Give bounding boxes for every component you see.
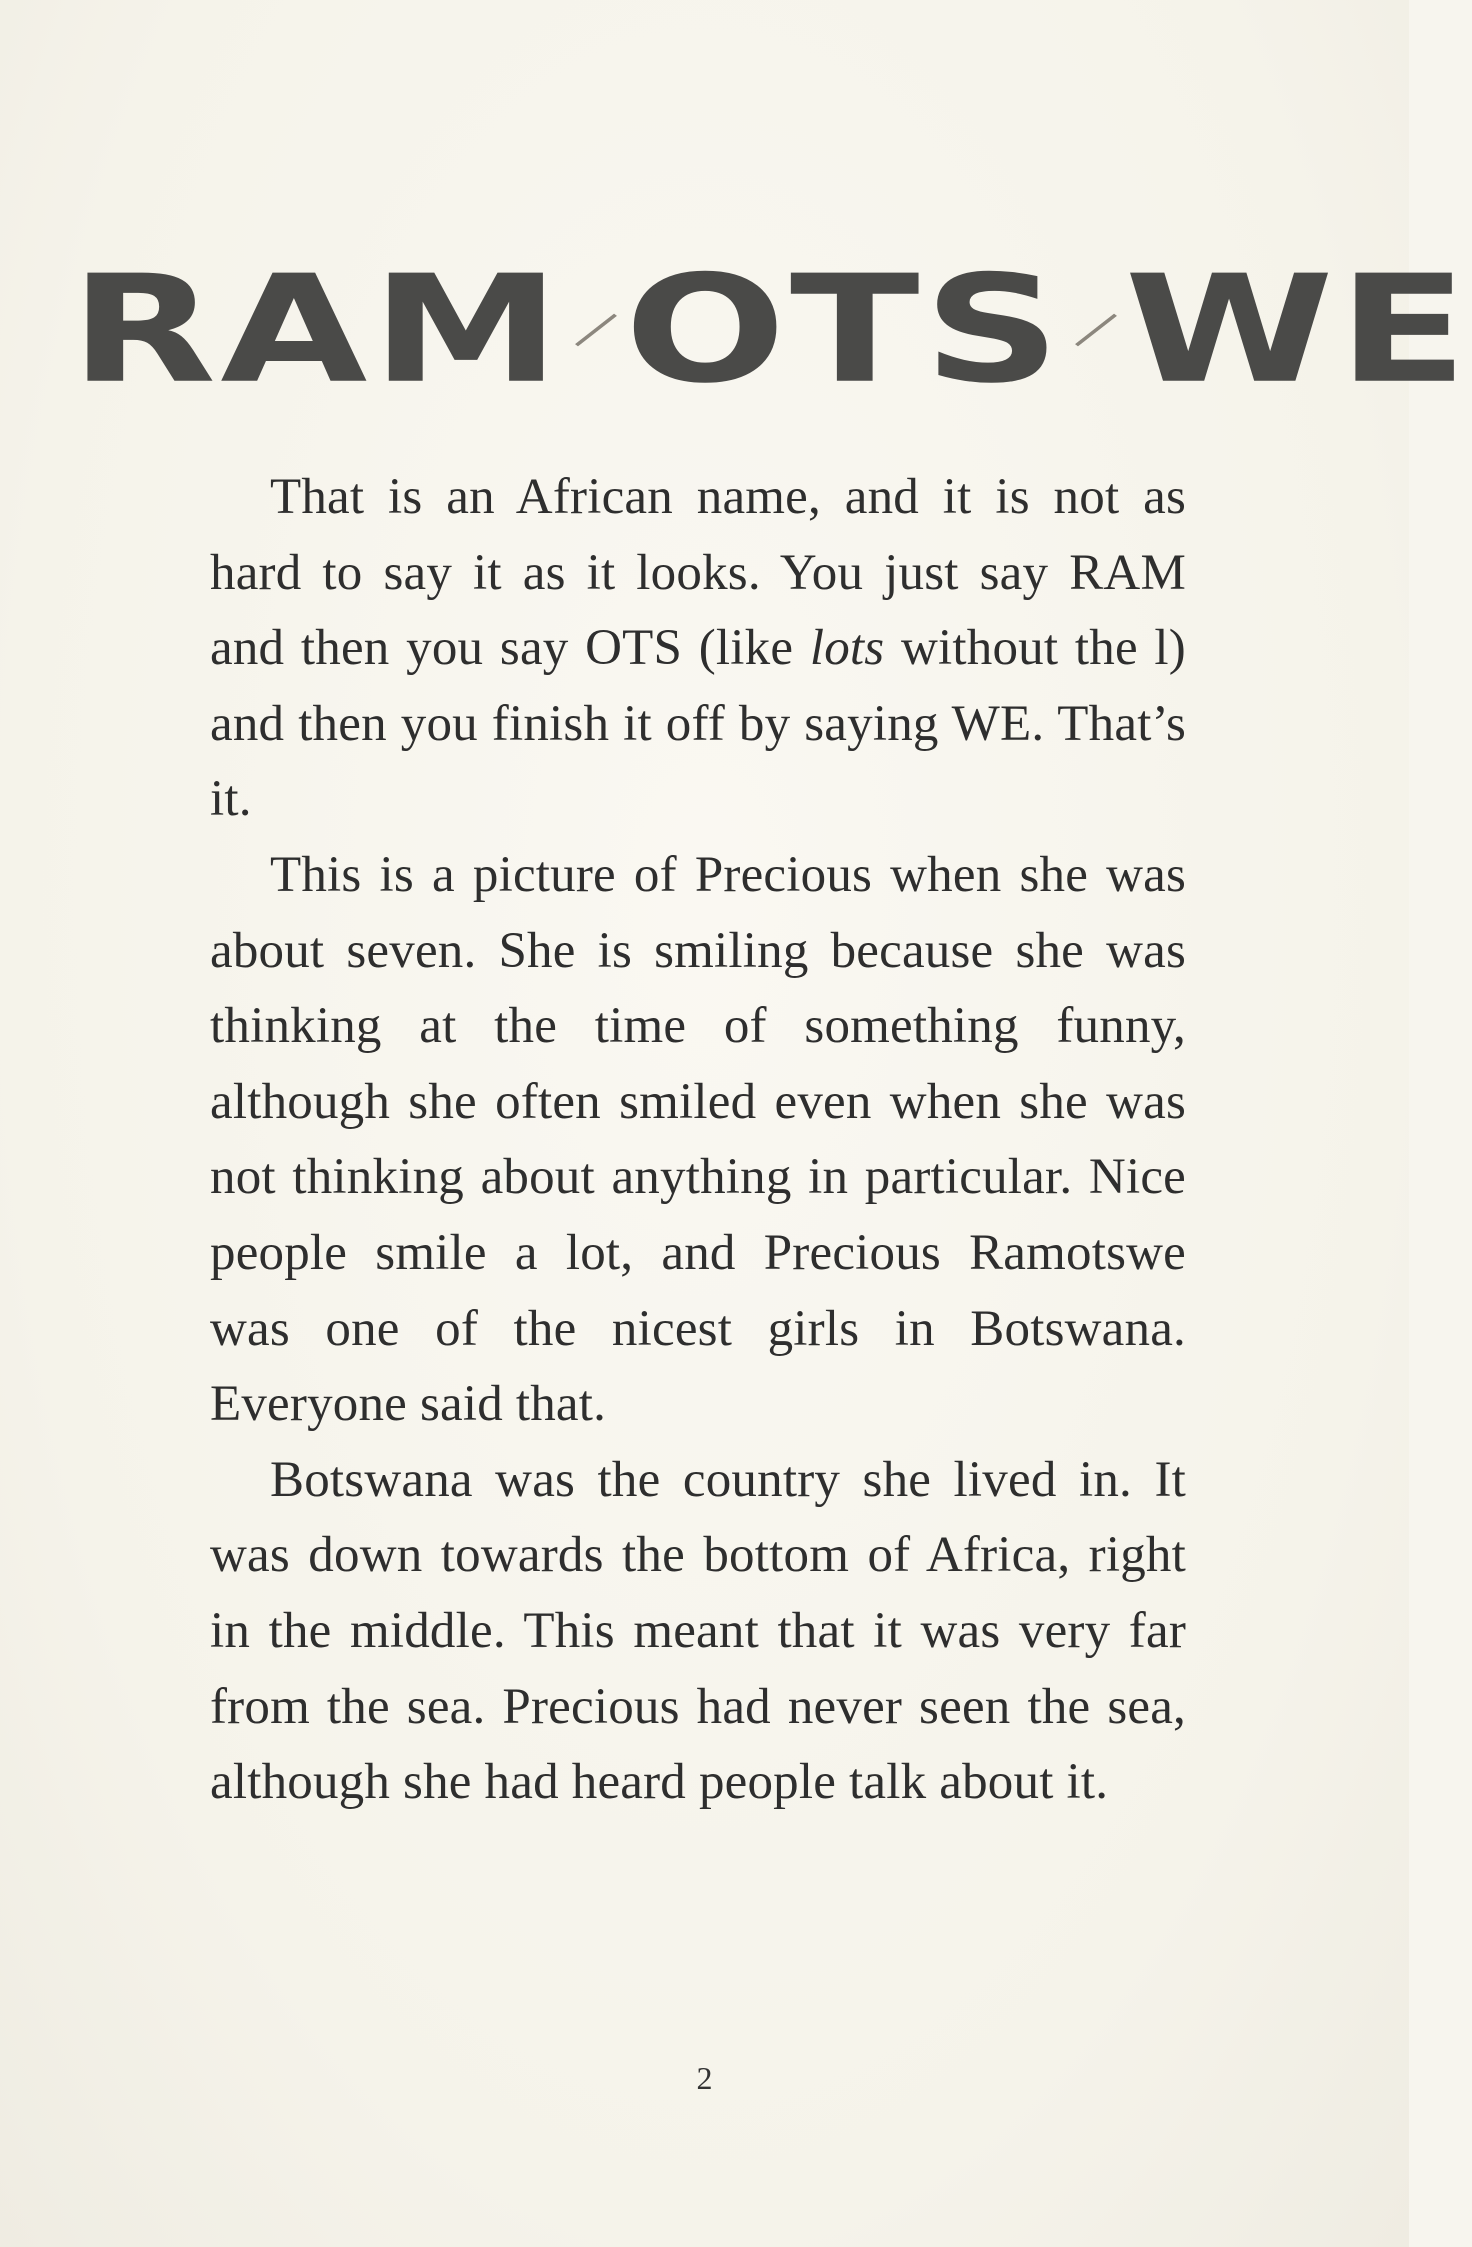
chapter-title-part-we: WE xyxy=(1124,243,1472,416)
emphasized-word: lots xyxy=(809,620,885,677)
diamond-separator-icon xyxy=(576,314,618,347)
paragraph-3: Botswana was the country she lived in. It was down towards the bottom of Africa, right in the middle. This meant that it was very far from the sea. Precious had never seen the sea, although she had heard people talk about it. xyxy=(210,1451,1186,1811)
chapter-title-part-ram: RAM xyxy=(70,243,565,416)
paragraph-1-text-before: That is an African name, and it is not as hard to say it as it looks. You just say RAM and then you say OTS (like xyxy=(210,469,1186,677)
chapter-title-part-ots: OTS xyxy=(624,243,1065,416)
paragraph-1-text-after: without the l) and then you finish it off by saying WE. That’s it. xyxy=(210,620,1186,828)
page-number: 2 xyxy=(696,2060,713,2096)
paragraph-2: This is a picture of Precious when she was about seven. She is smiling because she was thinking at the time of something funny, although she often smiled even when she was not thinking about anything in particular. Nice people smile a lot, and Precious Ramotswe was one of the nicest girls in Botswana. Everyone said that. xyxy=(210,846,1186,1433)
diamond-separator-icon xyxy=(1076,314,1118,347)
paragraph-1 xyxy=(210,460,1186,838)
chapter-title xyxy=(70,243,1472,416)
body-text xyxy=(210,460,1186,1821)
